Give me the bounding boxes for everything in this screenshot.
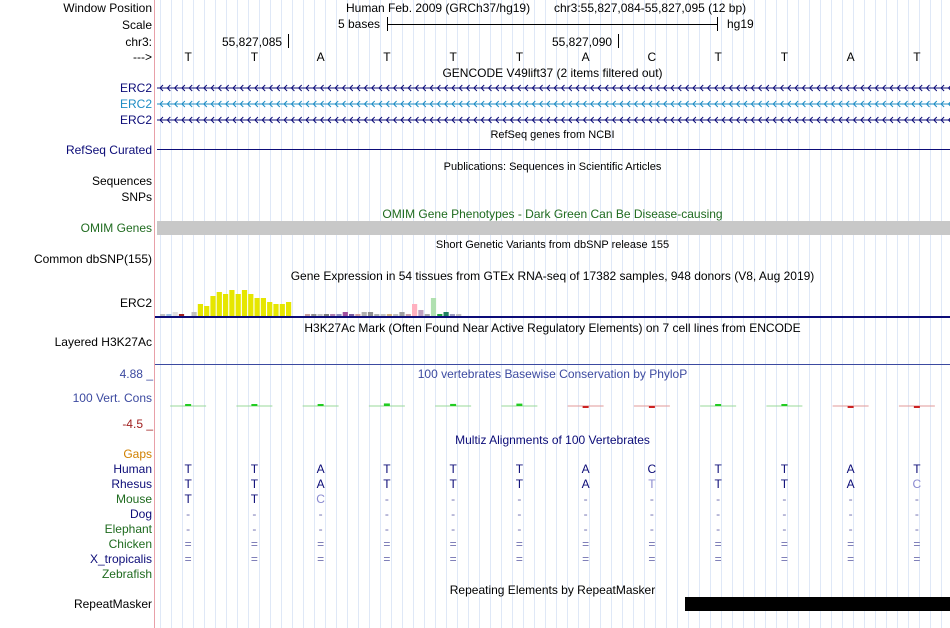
phylop-score-bar[interactable] (251, 404, 257, 406)
reference-base: T (250, 50, 259, 64)
gencode-transcript-line[interactable] (157, 83, 950, 93)
aligned-base: T (714, 477, 722, 491)
reference-base: T (383, 50, 391, 64)
gtex-tissue-bar[interactable] (160, 314, 165, 316)
gtex-tissue-bar[interactable] (198, 304, 203, 316)
gtex-tissue-bar[interactable] (450, 314, 455, 316)
omim-genes-label[interactable]: OMIM Genes (80, 221, 152, 235)
gtex-tissue-bar[interactable] (406, 314, 411, 316)
aligned-base: = (780, 537, 788, 551)
aligned-base: C (316, 492, 325, 506)
aligned-base: - (914, 522, 919, 536)
gtex-tissue-bar[interactable] (393, 314, 398, 316)
gtex-track-title[interactable]: Gene Expression in 54 tissues from GTEx RNA-seq of 17382 samples, 948 donors (V8, Aug 2019) (290, 269, 815, 283)
multiz-species-label[interactable]: Rhesus (111, 477, 152, 491)
gtex-tissue-bar[interactable] (336, 314, 341, 316)
aligned-base: - (716, 522, 721, 536)
phylop-score-bar[interactable] (781, 404, 787, 406)
aligned-base: = (184, 537, 192, 551)
multiz-gaps-label[interactable]: Gaps (123, 447, 152, 461)
aligned-base: T (184, 492, 192, 506)
gtex-tissue-bar[interactable] (248, 294, 253, 316)
h3k27ac-label[interactable]: Layered H3K27Ac (54, 335, 152, 349)
aligned-base: - (782, 522, 787, 536)
aligned-base: T (913, 462, 921, 476)
gtex-tissue-bar[interactable] (412, 304, 417, 316)
reference-base: T (714, 50, 722, 64)
gtex-tissue-bar[interactable] (355, 314, 360, 316)
aligned-base: = (847, 537, 855, 551)
gtex-expression-chart[interactable] (155, 284, 950, 319)
gtex-tissue-bar[interactable] (418, 310, 423, 316)
gtex-tissue-bar[interactable] (217, 292, 222, 316)
coord-label-2: 55,827,090 (552, 35, 613, 49)
gtex-tissue-bar[interactable] (437, 314, 442, 316)
aligned-base: - (848, 507, 853, 521)
genomic-position[interactable]: chr3:55,827,084-55,827,095 (12 bp) (554, 1, 747, 15)
gtex-tissue-bar[interactable] (223, 294, 228, 316)
multiz-species-label[interactable]: Zebrafish (101, 567, 152, 581)
multiz-species-label[interactable]: Elephant (104, 522, 152, 536)
gencode-transcript-label[interactable]: ERC2 (119, 81, 152, 95)
phylop-min-label: -4.5 _ (122, 417, 153, 431)
aligned-base: = (317, 537, 325, 551)
publications-snps-label[interactable]: SNPs (121, 190, 152, 204)
gtex-tissue-bar[interactable] (425, 314, 430, 316)
gtex-tissue-bar[interactable] (255, 298, 260, 316)
omim-phenotype-bar[interactable] (157, 221, 950, 235)
multiz-track-title[interactable]: Multiz Alignments of 100 Vertebrates (455, 433, 650, 447)
gtex-tissue-bar[interactable] (387, 314, 392, 316)
aligned-base: = (913, 552, 921, 566)
multiz-species-label[interactable]: Human (113, 462, 152, 476)
aligned-base: - (716, 492, 721, 506)
aligned-base: = (250, 552, 258, 566)
aligned-base: - (517, 507, 522, 521)
omim-track-title[interactable]: OMIM Gene Phenotypes - Dark Green Can Be Disease-causing (382, 207, 723, 221)
h3k27ac-baseline (155, 364, 950, 365)
reference-base: C (647, 50, 657, 64)
aligned-base: = (515, 552, 523, 566)
aligned-base: T (648, 477, 656, 491)
gtex-tissue-bar[interactable] (318, 314, 323, 316)
aligned-base: = (780, 552, 788, 566)
gtex-tissue-bar[interactable] (349, 314, 354, 316)
phylop-score-bar[interactable] (384, 403, 390, 406)
aligned-base: - (782, 492, 787, 506)
aligned-base: - (186, 522, 191, 536)
aligned-base: T (780, 477, 789, 491)
aligned-base: - (384, 507, 389, 521)
aligned-base: - (451, 522, 456, 536)
gtex-tissue-bar[interactable] (166, 314, 171, 316)
aligned-base: - (252, 507, 257, 521)
gtex-tissue-bar[interactable] (305, 314, 310, 316)
gtex-tissue-bar[interactable] (286, 302, 291, 316)
aligned-base: - (782, 507, 787, 521)
coord-tick-2 (618, 34, 619, 48)
gtex-tissue-bar[interactable] (192, 312, 197, 316)
gtex-tissue-bar[interactable] (343, 312, 348, 316)
multiz-species-label[interactable]: Mouse (115, 492, 152, 506)
aligned-base: = (582, 552, 590, 566)
aligned-base: T (184, 462, 192, 476)
aligned-base: - (517, 492, 522, 506)
gtex-tissue-bar[interactable] (456, 314, 461, 316)
aligned-base: A (846, 462, 855, 476)
aligned-base: = (449, 552, 457, 566)
aligned-base: = (714, 537, 722, 551)
reference-base: T (780, 50, 789, 64)
aligned-base: - (186, 507, 191, 521)
aligned-base: - (517, 522, 522, 536)
aligned-base: = (582, 537, 590, 551)
aligned-base: T (449, 462, 457, 476)
repeatmasker-label[interactable]: RepeatMasker (73, 597, 152, 611)
aligned-base: - (583, 522, 588, 536)
aligned-base: T (449, 477, 457, 491)
aligned-base: = (714, 552, 722, 566)
reference-base: T (449, 50, 457, 64)
reference-base: A (581, 50, 590, 64)
reference-base: T (913, 50, 921, 64)
aligned-base: - (583, 492, 588, 506)
chrom-label: chr3: (125, 35, 152, 49)
reference-base: A (846, 50, 855, 64)
aligned-base: C (647, 462, 657, 476)
refseq-curated-label[interactable]: RefSeq Curated (65, 143, 152, 157)
refseq-gene-line[interactable] (157, 149, 950, 150)
scale-bar (387, 17, 718, 31)
aligned-base: A (581, 477, 590, 491)
gtex-tissue-bar[interactable] (280, 304, 285, 316)
dbsnp-label[interactable]: Common dbSNP(155) (33, 252, 152, 266)
aligned-base: = (913, 537, 921, 551)
aligned-base: A (316, 462, 325, 476)
aligned-base: - (649, 522, 654, 536)
phylop-score-bar[interactable] (318, 404, 324, 406)
multiz-species-label[interactable]: X_tropicalis (89, 552, 152, 566)
aligned-base: - (318, 507, 323, 521)
aligned-base: = (449, 537, 457, 551)
aligned-base: - (451, 507, 456, 521)
aligned-base: = (317, 552, 325, 566)
gtex-tissue-bar[interactable] (374, 314, 379, 316)
gencode-track-title[interactable]: GENCODE V49lift37 (2 items filtered out) (442, 66, 663, 80)
phylop-score-bar[interactable] (649, 406, 655, 408)
phylop-score-bar[interactable] (914, 406, 920, 408)
gtex-tissue-bar[interactable] (444, 312, 449, 316)
gtex-erc2-label[interactable]: ERC2 (119, 296, 152, 310)
aligned-base: - (914, 507, 919, 521)
gtex-tissue-bar[interactable] (261, 298, 266, 316)
coord-label-1: 55,827,085 (222, 35, 283, 49)
aligned-base: = (383, 537, 391, 551)
aligned-base: = (383, 552, 391, 566)
scale-text: 5 bases (338, 17, 381, 31)
aligned-base: - (252, 522, 257, 536)
aligned-base: - (848, 492, 853, 506)
phylop-score-bar[interactable] (516, 404, 522, 406)
gtex-tissue-bar[interactable] (324, 314, 329, 316)
gtex-tissue-bar[interactable] (381, 314, 386, 316)
aligned-base: A (581, 462, 590, 476)
phylop-label[interactable]: 100 Vert. Cons (72, 391, 152, 405)
aligned-base: A (846, 477, 855, 491)
gencode-transcript-label[interactable]: ERC2 (119, 113, 152, 127)
aligned-base: - (914, 492, 919, 506)
gencode-transcript-line[interactable] (157, 115, 950, 125)
aligned-base: T (515, 462, 524, 476)
aligned-base: - (649, 507, 654, 521)
gtex-tissue-bar[interactable] (236, 294, 241, 316)
aligned-base: - (583, 507, 588, 521)
phylop-max-label: 4.88 _ (119, 367, 153, 381)
aligned-base: - (716, 507, 721, 521)
aligned-base: T (250, 477, 259, 491)
gtex-tissue-bar[interactable] (242, 290, 247, 316)
reference-base: T (515, 50, 524, 64)
gtex-tissue-bar[interactable] (431, 298, 436, 316)
gtex-tissue-bar[interactable] (173, 312, 178, 316)
window-position-label: Window Position (63, 1, 152, 15)
assembly-name: Human Feb. 2009 (GRCh37/hg19) (346, 1, 531, 15)
gtex-tissue-bar[interactable] (311, 314, 316, 316)
gtex-tissue-bar[interactable] (330, 314, 335, 316)
gencode-transcript-line[interactable] (157, 99, 950, 109)
aligned-base: = (515, 537, 523, 551)
h3k27ac-track-title[interactable]: H3K27Ac Mark (Often Found Near Active Regulatory Elements) on 7 cell lines from ENCODE (304, 321, 801, 335)
aligned-base: T (780, 462, 789, 476)
aligned-base: - (848, 522, 853, 536)
reference-base: A (316, 50, 325, 64)
multiz-species-label[interactable]: Dog (129, 507, 152, 521)
aligned-base: - (318, 522, 323, 536)
aligned-base: T (515, 477, 524, 491)
phylop-score-bar[interactable] (583, 406, 589, 408)
repeatmasker-element[interactable] (685, 597, 950, 611)
aligned-base: - (384, 522, 389, 536)
phylop-score-bar[interactable] (848, 406, 854, 408)
gtex-tissue-bar[interactable] (179, 314, 184, 316)
gtex-tissue-bar[interactable] (204, 306, 209, 316)
publications-sequences-label[interactable]: Sequences (91, 174, 152, 188)
aligned-base: = (648, 552, 656, 566)
scale-db: hg19 (727, 17, 754, 31)
strand-label: ---> (133, 50, 152, 64)
aligned-base: T (383, 462, 391, 476)
phylop-track-title[interactable]: 100 vertebrates Basewise Conservation by PhyloP (417, 367, 688, 381)
gtex-tissue-bar[interactable] (399, 312, 404, 316)
gtex-tissue-bar[interactable] (210, 296, 215, 316)
gtex-tissue-bar[interactable] (368, 312, 373, 316)
aligned-base: T (383, 477, 391, 491)
aligned-base: T (184, 477, 192, 491)
aligned-base: = (847, 552, 855, 566)
gencode-transcript-label[interactable]: ERC2 (119, 97, 152, 111)
aligned-base: A (316, 477, 325, 491)
aligned-base: C (912, 477, 922, 491)
coord-tick-1 (288, 34, 289, 48)
aligned-base: T (250, 492, 259, 506)
publications-track-title[interactable]: Publications: Sequences in Scientific Articles (443, 161, 662, 173)
aligned-base: - (451, 492, 456, 506)
phylop-score-bar[interactable] (450, 404, 456, 406)
aligned-base: T (250, 462, 259, 476)
aligned-base: = (250, 537, 258, 551)
dbsnp-track-title[interactable]: Short Genetic Variants from dbSNP release 155 (435, 239, 670, 251)
phylop-score-bar[interactable] (185, 404, 191, 406)
gtex-tissue-bar[interactable] (267, 302, 272, 316)
scale-label: Scale (121, 18, 152, 32)
aligned-base: = (648, 537, 656, 551)
repeatmasker-track-title[interactable]: Repeating Elements by RepeatMasker (449, 583, 656, 597)
aligned-base: = (184, 552, 192, 566)
reference-base: T (184, 50, 192, 64)
aligned-base: - (384, 492, 389, 506)
gtex-tissue-bar[interactable] (273, 304, 278, 316)
gtex-tissue-bar[interactable] (229, 290, 234, 316)
aligned-base: - (649, 492, 654, 506)
refseq-track-title[interactable]: RefSeq genes from NCBI (490, 129, 615, 141)
aligned-base: T (714, 462, 722, 476)
phylop-conservation-chart[interactable] (155, 380, 950, 425)
gtex-tissue-bar[interactable] (362, 312, 367, 316)
multiz-species-label[interactable]: Chicken (108, 537, 152, 551)
phylop-score-bar[interactable] (715, 404, 721, 406)
